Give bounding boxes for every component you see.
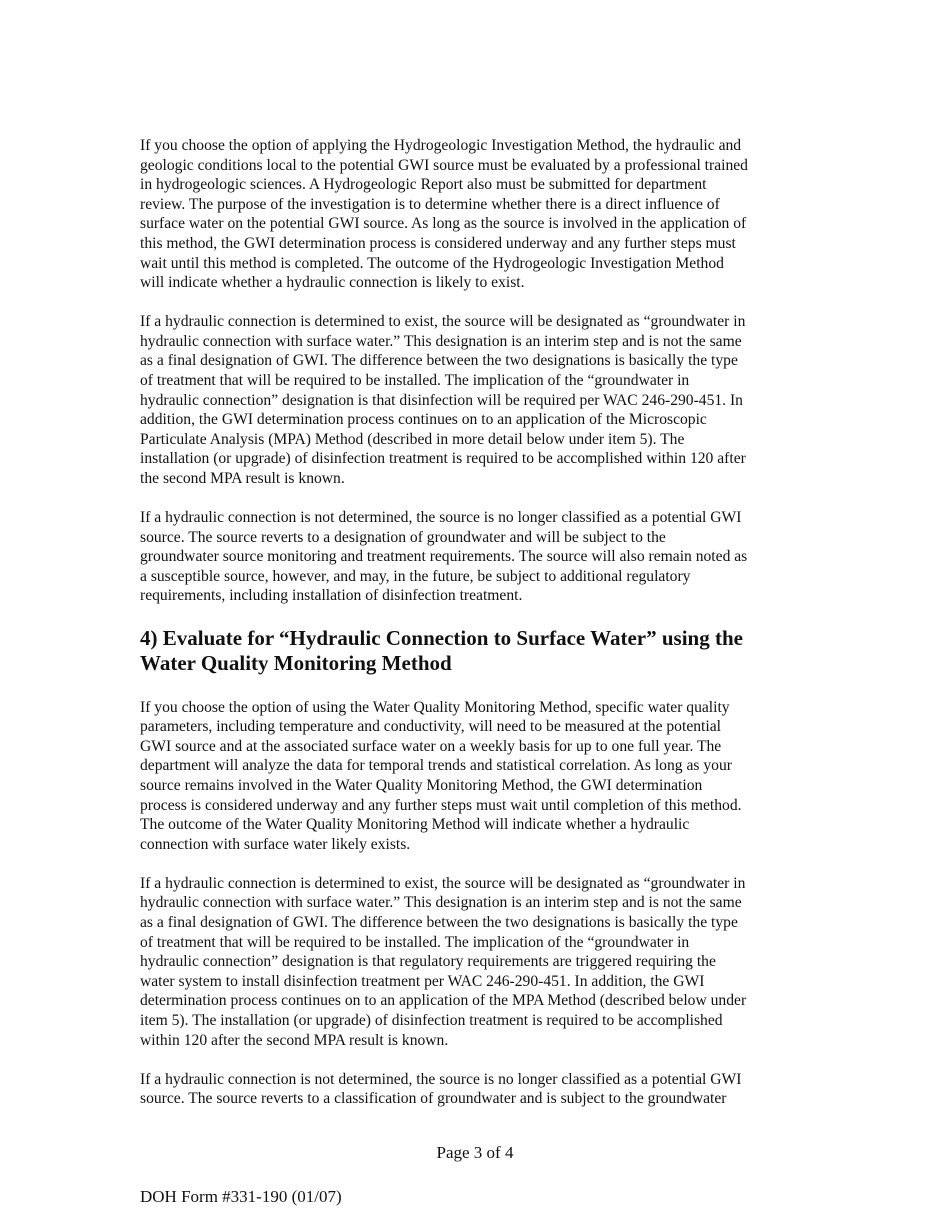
text-line: wait until this method is completed. The outcome of the Hydrogeologic Investigation Method — [140, 254, 724, 272]
text-line: geologic conditions local to the potential GWI source must be evaluated by a professional trained — [140, 156, 748, 174]
text-line: The outcome of the Water Quality Monitoring Method will indicate whether a hydraulic — [140, 816, 690, 834]
text-line: hydraulic connection with surface water.” This designation is an interim step and is not the same — [140, 332, 742, 350]
text-line: determination process continues on to an application of the MPA Method (described below under — [140, 992, 747, 1010]
document-body — [140, 136, 830, 1128]
paragraph-connection-exists-1 — [140, 312, 830, 488]
text-line: addition, the GWI determination process continues on to an application of the Microscopic — [140, 411, 707, 429]
text-line: as a final designation of GWI. The difference between the two designations is basically the type — [140, 352, 738, 370]
heading-line: Water Quality Monitoring Method — [140, 651, 452, 676]
text-line: hydraulic connection” designation is that regulatory requirements are triggered requiring the — [140, 953, 716, 971]
text-line: If a hydraulic connection is determined to exist, the source will be designated as “groundwater in — [140, 874, 746, 892]
text-line: source. The source reverts to a classification of groundwater and is subject to the groundwater — [140, 1090, 727, 1108]
section-heading — [140, 626, 830, 677]
text-line: If a hydraulic connection is not determined, the source is no longer classified as a potential GWI — [140, 1070, 742, 1088]
text-line: surface water on the potential GWI source. As long as the source is involved in the application of — [140, 215, 747, 233]
text-line: a susceptible source, however, and may, in the future, be subject to additional regulatory — [140, 567, 691, 585]
text-line: connection with surface water likely exists. — [140, 835, 411, 853]
text-line: will indicate whether a hydraulic connection is likely to exist. — [140, 274, 525, 292]
text-line: requirements, including installation of disinfection treatment. — [140, 587, 523, 605]
paragraph-water-quality-method — [140, 698, 830, 855]
text-line: this method, the GWI determination process is considered underway and any further steps must — [140, 234, 736, 252]
text-line: review. The purpose of the investigation is to determine whether there is a direct influence of — [140, 195, 720, 213]
text-line: hydraulic connection with surface water.” This designation is an interim step and is not the same — [140, 894, 742, 912]
text-line: Particulate Analysis (MPA) Method (described in more detail below under item 5). The — [140, 430, 685, 448]
text-line: of treatment that will be required to be installed. The implication of the “groundwater in — [140, 372, 690, 390]
text-line: If you choose the option of using the Water Quality Monitoring Method, specific water quality — [140, 698, 730, 716]
text-line: the second MPA result is known. — [140, 470, 345, 487]
text-line: water system to install disinfection treatment per WAC 246-290-451. In addition, the GWI — [140, 972, 705, 990]
heading-line: 4) Evaluate for “Hydraulic Connection to Surface Water” using the — [140, 625, 743, 650]
text-line: If a hydraulic connection is not determined, the source is no longer classified as a potential GWI — [140, 509, 742, 527]
paragraph-connection-not-determined-1 — [140, 508, 830, 606]
text-line: within 120 after the second MPA result is known. — [140, 1031, 449, 1049]
text-line: parameters, including temperature and conductivity, will need to be measured at the potential — [140, 718, 721, 736]
text-line: source remains involved in the Water Quality Monitoring Method, the GWI determination — [140, 776, 703, 794]
text-line: groundwater source monitoring and treatment requirements. The source will also remain noted as — [140, 548, 748, 566]
paragraph-connection-exists-2 — [140, 874, 830, 1050]
text-line: hydraulic connection” designation is that disinfection will be required per WAC 246-290-451. In — [140, 391, 743, 409]
text-line: item 5). The installation (or upgrade) of disinfection treatment is required to be accomplished — [140, 1011, 723, 1029]
text-line: in hydrogeologic sciences. A Hydrogeologic Report also must be submitted for department — [140, 176, 707, 194]
page-number: Page 3 of 4 — [436, 1143, 514, 1162]
text-line: If you choose the option of applying the Hydrogeologic Investigation Method, the hydraulic and — [140, 137, 742, 154]
form-identifier: DOH Form #331-190 (01/07) — [140, 1187, 342, 1206]
paragraph-connection-not-determined-2 — [140, 1070, 830, 1109]
text-line: as a final designation of GWI. The difference between the two designations is basically the type — [140, 914, 738, 931]
text-line: of treatment that will be required to be installed. The implication of the “groundwater in — [140, 933, 690, 951]
text-line: source. The source reverts to a designation of groundwater and will be subject to the — [140, 528, 666, 546]
text-line: GWI source and at the associated surface water on a weekly basis for up to one full year. The — [140, 737, 722, 755]
text-line: installation (or upgrade) of disinfection treatment is required to be accomplished within 120 after — [140, 450, 746, 468]
text-line: process is considered underway and any further steps must wait until completion of this method. — [140, 796, 742, 814]
text-line: department will analyze the data for temporal trends and statistical correlation. As long as your — [140, 757, 732, 775]
paragraph-hydrogeologic-method — [140, 136, 830, 293]
text-line: If a hydraulic connection is determined to exist, the source will be designated as “groundwater in — [140, 313, 746, 331]
